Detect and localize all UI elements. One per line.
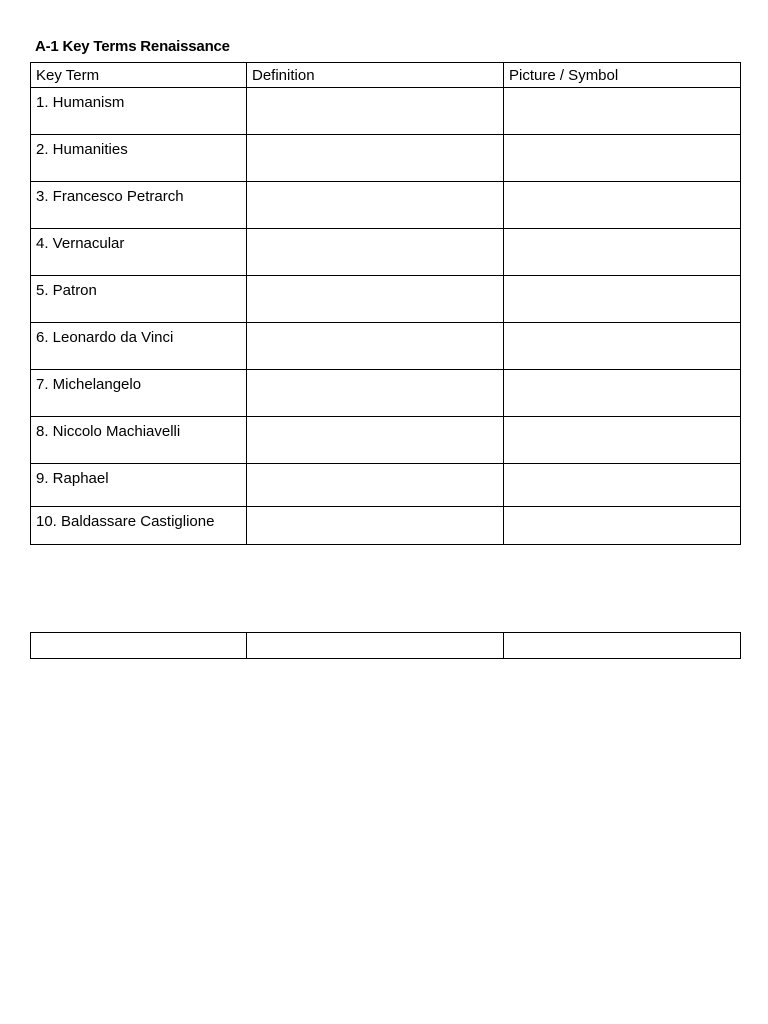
blank-table	[30, 632, 741, 659]
header-definition: Definition	[247, 63, 504, 88]
picture-cell[interactable]	[504, 88, 741, 135]
table-row	[31, 464, 741, 507]
picture-cell[interactable]	[504, 507, 741, 545]
definition-cell[interactable]	[247, 370, 504, 417]
term-cell: 3. Francesco Petrarch	[31, 182, 247, 229]
picture-cell[interactable]	[504, 276, 741, 323]
definition-cell[interactable]	[247, 182, 504, 229]
header-key-term: Key Term	[31, 63, 247, 88]
definition-cell[interactable]	[247, 88, 504, 135]
blank-cell[interactable]	[504, 633, 741, 659]
table-row	[31, 633, 741, 659]
definition-cell[interactable]	[247, 464, 504, 507]
definition-cell[interactable]	[247, 135, 504, 182]
key-terms-table	[30, 62, 741, 545]
definition-cell[interactable]	[247, 417, 504, 464]
table-row	[31, 507, 741, 545]
term-cell: 2. Humanities	[31, 135, 247, 182]
term-cell: 5. Patron	[31, 276, 247, 323]
table-header-row	[31, 63, 741, 88]
table-row	[31, 229, 741, 276]
table-row	[31, 182, 741, 229]
term-cell: 8. Niccolo Machiavelli	[31, 417, 247, 464]
term-cell: 10. Baldassare Castiglione	[31, 507, 247, 545]
term-cell: 7. Michelangelo	[31, 370, 247, 417]
definition-cell[interactable]	[247, 507, 504, 545]
term-cell: 6. Leonardo da Vinci	[31, 323, 247, 370]
picture-cell[interactable]	[504, 370, 741, 417]
header-picture-symbol: Picture / Symbol	[504, 63, 741, 88]
picture-cell[interactable]	[504, 417, 741, 464]
picture-cell[interactable]	[504, 464, 741, 507]
picture-cell[interactable]	[504, 323, 741, 370]
table-row	[31, 135, 741, 182]
term-cell: 1. Humanism	[31, 88, 247, 135]
picture-cell[interactable]	[504, 229, 741, 276]
table-row	[31, 276, 741, 323]
table-row	[31, 88, 741, 135]
table-row	[31, 417, 741, 464]
blank-cell[interactable]	[31, 633, 247, 659]
definition-cell[interactable]	[247, 276, 504, 323]
blank-cell[interactable]	[247, 633, 504, 659]
document-title: A-1 Key Terms Renaissance	[35, 38, 230, 55]
definition-cell[interactable]	[247, 323, 504, 370]
table-row	[31, 323, 741, 370]
picture-cell[interactable]	[504, 135, 741, 182]
picture-cell[interactable]	[504, 182, 741, 229]
definition-cell[interactable]	[247, 229, 504, 276]
term-cell: 9. Raphael	[31, 464, 247, 507]
term-cell: 4. Vernacular	[31, 229, 247, 276]
table-row	[31, 370, 741, 417]
